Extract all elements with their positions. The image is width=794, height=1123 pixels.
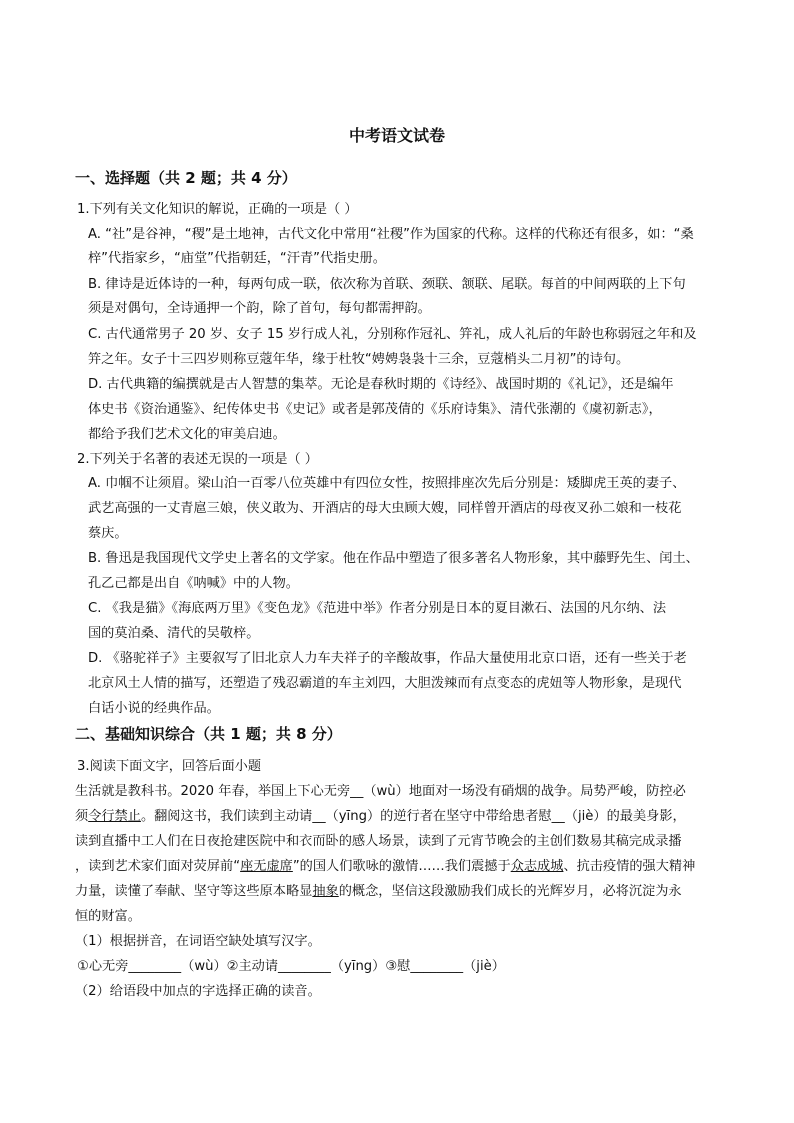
subquestion-1: （1）根据拼音，在词语空缺处填写汉字。 [75, 934, 321, 949]
question-1-option-d-cont2: 都给予我们艺术文化的审美启迪。 [88, 427, 286, 442]
section-heading-choice: 一、选择题（共 2 题；共 4 分） [75, 169, 297, 187]
passage-line-3: 读到直播中工人们在日夜抢建医院中和衣而卧的感人场景，读到了元宵节晚会的主创们数易其稿完成录播 [75, 834, 682, 849]
question-3-stem: 3.阅读下面文字，回答后面小题 [77, 759, 262, 774]
question-2-option-a-cont: 武艺高强的一丈青扈三娘，侠义敢为、开酒店的母大虫顾大嫂，同样曾开酒店的母夜叉孙二娘和一枝花 [88, 501, 682, 516]
question-1-option-d-cont: 体史书《资治通鉴》、纪传体史书《史记》或者是郭茂倩的《乐府诗集》、清代张潮的《虞初新志》， [88, 402, 662, 417]
question-2-option-d-cont: 北京风土人情的描写，还塑造了残忍霸道的车主刘四，大胆泼辣而有点变态的虎妞等人物形象，是现代 [88, 676, 682, 691]
passage-line-6: 恒的财富。 [75, 909, 141, 924]
passage-line-4: ，读到艺术家们面对荧屏前“座无虚席”的国人们歌咏的激情……我们震撼于众志成城、抗击疫情的强大精神 [75, 859, 696, 874]
section-heading-basics: 二、基础知识综合（共 1 题；共 8 分） [75, 725, 342, 743]
fill-in-blanks: ①心无旁________（wù）②主动请________（yīng）③慰________（jiè） [77, 959, 505, 974]
question-2-option-b: B. 鲁迅是我国现代文学史上著名的文学家。他在作品中塑造了很多著名人物形象，其中藤野先生、闰土、 [88, 551, 699, 566]
underlined-phrase: 抽象 [312, 884, 339, 899]
underlined-phrase: 座无虚席 [240, 859, 293, 874]
underlined-phrase: 众志成城 [510, 859, 564, 874]
question-1-option-b-cont: 须是对偶句，全诗通押一个韵，除了首句，每句都需押韵。 [88, 301, 431, 316]
question-1-option-c-cont: 笄之年。女子十三四岁则称豆蔻年华，缘于杜牧“娉娉袅袅十三余，豆蔻梢头二月初”的诗句。 [88, 352, 630, 367]
question-1-option-c: C. 古代通常男子 20 岁、女子 15 岁行成人礼，分别称作冠礼、笄礼，成人礼后的年龄也称弱冠之年和及 [88, 327, 697, 342]
underlined-phrase: 令行禁止 [88, 809, 141, 824]
passage-line-2: 须令行禁止。翻阅这书，我们读到主动请__（yīng）的逆行者在坚守中带给患者慰__（jiè）的最美身影， [75, 809, 686, 824]
question-2-option-d-cont2: 白话小说的经典作品。 [88, 701, 220, 716]
question-2-option-d: D. 《骆驼祥子》主要叙写了旧北京人力车夫祥子的辛酸故事，作品大量使用北京口语，还有一些关于老 [88, 651, 687, 666]
question-2-option-c: C. 《我是猫》《海底两万里》《变色龙》《范进中举》作者分别是日本的夏目漱石、法国的凡尔纳、法 [88, 601, 667, 616]
question-2-option-a-cont2: 蔡庆。 [88, 526, 128, 541]
question-1-stem: 1.下列有关文化知识的解说，正确的一项是（ ） [77, 202, 358, 217]
question-2-option-a: A. 巾帼不让须眉。梁山泊一百零八位英雄中有四位女性，按照排座次先后分别是：矮脚虎王英的妻子、 [88, 476, 686, 491]
passage-line-5: 力量，读懂了奉献、坚守等这些原本略显抽象的概念，坚信这段激励我们成长的光辉岁月，必将沉淀为永 [75, 884, 682, 899]
question-1-option-d: D. 古代典籍的编撰就是古人智慧的集萃。无论是春秋时期的《诗经》、战国时期的《礼记》，还是编年 [88, 377, 674, 392]
question-1-option-b: B. 律诗是近体诗的一种，每两句成一联，依次称为首联、颈联、颔联、尾联。每首的中间两联的上下句 [88, 277, 686, 292]
passage-line-1: 生活就是教科书。2020 年春，举国上下心无旁__（wù）地面对一场没有硝烟的战争。局势严峻，防控必 [75, 784, 686, 799]
question-2-stem: 2.下列关于名著的表述无误的一项是（ ） [77, 452, 318, 467]
question-2-option-c-cont: 国的莫泊桑、清代的吴敬梓。 [88, 626, 260, 641]
question-1-option-a-cont: 梓”代指家乡，“庙堂”代指朝廷，“汗青”代指史册。 [88, 251, 386, 266]
page-title: 中考语文试卷 [348, 126, 445, 145]
question-1-option-a: A. “社”是谷神，“稷”是土地神，古代文化中常用“社稷”作为国家的代称。这样的代称还有很多，如：“桑 [88, 227, 694, 242]
question-2-option-b-cont: 孔乙己都是出自《呐喊》中的人物。 [88, 576, 299, 591]
subquestion-2: （2）给语段中加点的字选择正确的读音。 [75, 984, 321, 999]
